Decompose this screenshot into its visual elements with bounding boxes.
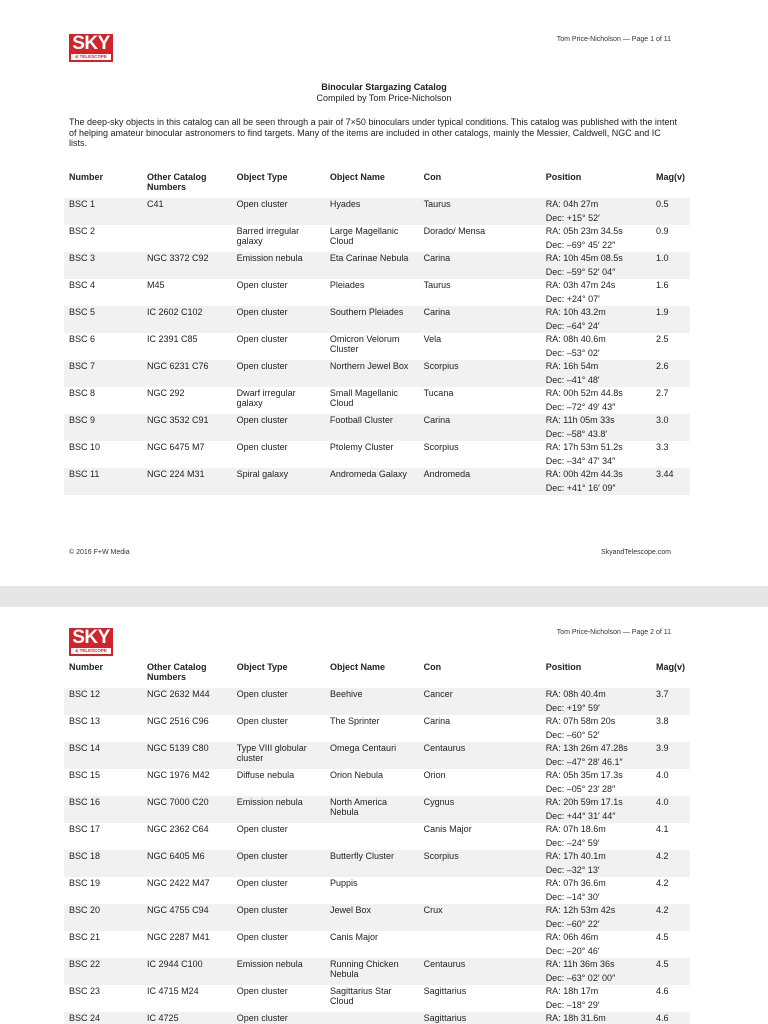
- cell-number: BSC 19: [64, 877, 142, 904]
- right-ascension: RA: 00h 52m 44.8s: [545, 388, 623, 398]
- declination: Dec: –63° 02′ 00″: [545, 973, 616, 983]
- declination: Dec: –64° 24′: [545, 321, 600, 331]
- cell-number: BSC 16: [64, 796, 142, 823]
- cell-object-type: Open cluster: [232, 333, 325, 360]
- cell-constellation: Scorpius: [419, 441, 541, 468]
- right-ascension: RA: 07h 18.6m: [545, 824, 606, 834]
- cell-other-catalog: [142, 225, 232, 252]
- cell-other-catalog: NGC 2516 C96: [142, 715, 232, 742]
- table-row: [64, 823, 690, 850]
- cell-other-catalog: NGC 4755 C94: [142, 904, 232, 931]
- right-ascension: RA: 17h 53m 51.2s: [545, 442, 623, 452]
- cell-object-type: Open cluster: [232, 850, 325, 877]
- cell-constellation: Vela: [419, 333, 541, 360]
- cell-other-catalog: NGC 5139 C80: [142, 742, 232, 769]
- cell-position: [541, 468, 651, 495]
- declination: Dec: +15° 52′: [545, 213, 600, 223]
- cell-magnitude: 3.9: [651, 742, 690, 769]
- cell-number: BSC 5: [64, 306, 142, 333]
- cell-magnitude: 4.0: [651, 769, 690, 796]
- copyright-footer: © 2016 F+W Media: [69, 549, 130, 556]
- doc-subtitle: Compiled by Tom Price-Nicholson: [316, 93, 452, 103]
- table-row: [64, 931, 690, 958]
- table-row: [64, 985, 690, 1012]
- declination: Dec: +41° 16′ 09″: [545, 483, 616, 493]
- table-row: [64, 1012, 690, 1024]
- cell-number: BSC 15: [64, 769, 142, 796]
- table-row: [64, 360, 690, 387]
- cell-object-type: Open cluster: [232, 931, 325, 958]
- right-ascension: RA: 18h 17m: [545, 986, 599, 996]
- right-ascension: RA: 10h 43.2m: [545, 307, 606, 317]
- cell-constellation: Canis Major: [419, 823, 541, 850]
- cell-constellation: [419, 877, 541, 904]
- declination: Dec: –24° 59′: [545, 838, 600, 848]
- cell-position: [541, 225, 651, 252]
- table-row: [64, 468, 690, 495]
- right-ascension: RA: 06h 46m: [545, 932, 599, 942]
- cell-object-name: Sagittarius Star Cloud: [325, 985, 419, 1012]
- cell-number: BSC 2: [64, 225, 142, 252]
- cell-other-catalog: C41: [142, 198, 232, 225]
- right-ascension: RA: 05h 35m 17.3s: [545, 770, 623, 780]
- cell-magnitude: 3.44: [651, 468, 690, 495]
- cell-number: BSC 8: [64, 387, 142, 414]
- table-row: [64, 252, 690, 279]
- cell-constellation: Dorado/ Mensa: [419, 225, 541, 252]
- cell-object-name: Ptolemy Cluster: [325, 441, 419, 468]
- cell-object-type: Open cluster: [232, 360, 325, 387]
- cell-position: [541, 279, 651, 306]
- cell-number: BSC 24: [64, 1012, 142, 1024]
- cell-position: [541, 333, 651, 360]
- right-ascension: RA: 18h 31.6m: [545, 1013, 606, 1023]
- cell-constellation: Carina: [419, 715, 541, 742]
- cell-position: [541, 360, 651, 387]
- cell-other-catalog: NGC 2287 M41: [142, 931, 232, 958]
- table-row: [64, 306, 690, 333]
- cell-constellation: Tucana: [419, 387, 541, 414]
- cell-constellation: Scorpius: [419, 850, 541, 877]
- table-header-row: [64, 172, 690, 198]
- cell-constellation: [419, 931, 541, 958]
- cell-object-type: Open cluster: [232, 441, 325, 468]
- cell-constellation: Taurus: [419, 198, 541, 225]
- declination: Dec: +24° 07′: [545, 294, 600, 304]
- cell-number: BSC 21: [64, 931, 142, 958]
- cell-number: BSC 13: [64, 715, 142, 742]
- cell-magnitude: 4.5: [651, 931, 690, 958]
- cell-position: [541, 387, 651, 414]
- declination: Dec: –72° 49′ 43″: [545, 402, 616, 412]
- cell-other-catalog: M45: [142, 279, 232, 306]
- cell-position: [541, 985, 651, 1012]
- right-ascension: RA: 17h 40.1m: [545, 851, 606, 861]
- cell-magnitude: 0.9: [651, 225, 690, 252]
- declination: Dec: –47° 28′ 46.1″: [545, 757, 623, 767]
- declination: Dec: –60° 52′: [545, 730, 600, 740]
- right-ascension: RA: 00h 42m 44.3s: [545, 469, 623, 479]
- cell-position: [541, 688, 651, 715]
- cell-constellation: Cygnus: [419, 796, 541, 823]
- column-header-mag: Mag(v): [655, 662, 685, 672]
- cell-object-type: Emission nebula: [232, 252, 325, 279]
- cell-other-catalog: NGC 3372 C92: [142, 252, 232, 279]
- declination: Dec: –20° 46′: [545, 946, 600, 956]
- cell-constellation: Cancer: [419, 688, 541, 715]
- cell-object-type: Open cluster: [232, 904, 325, 931]
- cell-position: [541, 958, 651, 985]
- cell-number: BSC 17: [64, 823, 142, 850]
- cell-object-name: Andromeda Galaxy: [325, 468, 419, 495]
- column-header-mag: Mag(v): [655, 172, 685, 182]
- cell-other-catalog: NGC 2362 C64: [142, 823, 232, 850]
- declination: Dec: –58° 43.8′: [545, 429, 608, 439]
- cell-position: [541, 877, 651, 904]
- cell-number: BSC 3: [64, 252, 142, 279]
- cell-number: BSC 7: [64, 360, 142, 387]
- cell-other-catalog: NGC 7000 C20: [142, 796, 232, 823]
- cell-object-name: Northern Jewel Box: [325, 360, 419, 387]
- cell-number: BSC 11: [64, 468, 142, 495]
- column-header-other-catalog: Other Catalog Numbers: [147, 662, 207, 682]
- right-ascension: RA: 10h 45m 08.5s: [545, 253, 623, 263]
- cell-constellation: Crux: [419, 904, 541, 931]
- column-header-object-name: Object Name: [330, 662, 386, 672]
- cell-magnitude: 0.5: [651, 198, 690, 225]
- cell-position: [541, 742, 651, 769]
- column-header-number: Number: [69, 172, 104, 182]
- cell-other-catalog: NGC 2632 M44: [142, 688, 232, 715]
- cell-other-catalog: NGC 6231 C76: [142, 360, 232, 387]
- cell-position: [541, 823, 651, 850]
- cell-constellation: Orion: [419, 769, 541, 796]
- intro-paragraph: The deep-sky objects in this catalog can all be seen through a pair of 7×50 binoculars under typical conditions. This catalog was published with the intent of helping amateur binocular astronomers to find targets. Many of the items are included in other catalogs, mainly the Messier, Caldwell, NGC and IC lists.: [69, 117, 677, 148]
- cell-constellation: Sagittarius: [419, 985, 541, 1012]
- cell-constellation: Taurus: [419, 279, 541, 306]
- page-number-label: Tom Price-Nicholson — Page 1 of 11: [556, 36, 671, 43]
- cell-constellation: Carina: [419, 414, 541, 441]
- declination: Dec: –60° 22′: [545, 919, 600, 929]
- right-ascension: RA: 03h 47m 24s: [545, 280, 616, 290]
- cell-other-catalog: IC 2602 C102: [142, 306, 232, 333]
- cell-number: BSC 1: [64, 198, 142, 225]
- page-2: [0, 607, 768, 1024]
- cell-object-type: Open cluster: [232, 688, 325, 715]
- cell-magnitude: 2.7: [651, 387, 690, 414]
- cell-magnitude: 4.2: [651, 904, 690, 931]
- cell-object-type: Dwarf irregular galaxy: [232, 387, 325, 414]
- sky-telescope-logo: SKY & TELESCOPE: [69, 628, 113, 656]
- cell-other-catalog: IC 2391 C85: [142, 333, 232, 360]
- cell-number: BSC 20: [64, 904, 142, 931]
- declination: Dec: –32° 13′: [545, 865, 600, 875]
- cell-position: [541, 904, 651, 931]
- cell-object-type: Open cluster: [232, 877, 325, 904]
- right-ascension: RA: 07h 58m 20s: [545, 716, 616, 726]
- cell-object-name: [325, 823, 419, 850]
- cell-object-name: Small Magellanic Cloud: [325, 387, 419, 414]
- catalog-table-page-2: [64, 662, 690, 1024]
- table-row: [64, 688, 690, 715]
- column-header-object-type: Object Type: [236, 662, 288, 672]
- declination: Dec: –69° 45′ 22″: [545, 240, 616, 250]
- cell-object-name: Puppis: [325, 877, 419, 904]
- cell-position: [541, 796, 651, 823]
- column-header-number: Number: [69, 662, 104, 672]
- cell-other-catalog: NGC 2422 M47: [142, 877, 232, 904]
- cell-object-name: Jewel Box: [325, 904, 419, 931]
- cell-constellation: Centaurus: [419, 958, 541, 985]
- declination: Dec: –14° 30′: [545, 892, 600, 902]
- column-header-other-catalog: Other Catalog Numbers: [147, 172, 207, 192]
- column-header-object-name: Object Name: [329, 172, 385, 182]
- cell-object-name: Southern Pleiades: [325, 306, 419, 333]
- cell-other-catalog: IC 4715 M24: [142, 985, 232, 1012]
- cell-object-type: Spiral galaxy: [232, 468, 325, 495]
- table-row: [64, 225, 690, 252]
- cell-position: [541, 931, 651, 958]
- cell-position: [541, 769, 651, 796]
- cell-position: [541, 441, 651, 468]
- cell-object-name: Omega Centauri: [325, 742, 419, 769]
- cell-object-type: Open cluster: [232, 823, 325, 850]
- column-header-object-type: Object Type: [236, 172, 288, 182]
- column-header-position: Position: [545, 172, 582, 182]
- cell-object-type: Open cluster: [232, 306, 325, 333]
- site-footer: SkyandTelescope.com: [600, 549, 671, 556]
- cell-object-name: Large Magellanic Cloud: [325, 225, 419, 252]
- declination: Dec: +44° 31′ 44″: [545, 811, 616, 821]
- right-ascension: RA: 08h 40.6m: [545, 334, 606, 344]
- cell-magnitude: 4.0: [651, 796, 690, 823]
- table-row: [64, 769, 690, 796]
- declination: Dec: –59° 52′ 04″: [545, 267, 616, 277]
- declination: Dec: –53° 02′: [545, 348, 600, 358]
- catalog-table-page-1: [64, 172, 690, 495]
- cell-number: BSC 10: [64, 441, 142, 468]
- doc-title: Binocular Stargazing Catalog: [321, 82, 447, 92]
- cell-other-catalog: NGC 1976 M42: [142, 769, 232, 796]
- cell-other-catalog: NGC 6475 M7: [142, 441, 232, 468]
- right-ascension: RA: 07h 36.6m: [545, 878, 606, 888]
- cell-object-name: Orion Nebula: [325, 769, 419, 796]
- page-number-label: Tom Price-Nicholson — Page 2 of 11: [556, 629, 671, 636]
- table-row: [64, 850, 690, 877]
- cell-object-type: Barred irregular galaxy: [232, 225, 325, 252]
- declination: Dec: –41° 48′: [545, 375, 600, 385]
- cell-magnitude: 3.3: [651, 441, 690, 468]
- cell-position: [541, 306, 651, 333]
- column-header-con: Con: [423, 662, 442, 672]
- cell-number: BSC 23: [64, 985, 142, 1012]
- table-row: [64, 796, 690, 823]
- column-header-position: Position: [545, 662, 582, 672]
- cell-other-catalog: IC 2944 C100: [142, 958, 232, 985]
- cell-object-name: Running Chicken Nebula: [325, 958, 419, 985]
- cell-constellation: Scorpius: [419, 360, 541, 387]
- cell-object-name: Pleiades: [325, 279, 419, 306]
- cell-magnitude: 3.0: [651, 414, 690, 441]
- cell-object-type: Open cluster: [232, 715, 325, 742]
- cell-number: BSC 22: [64, 958, 142, 985]
- right-ascension: RA: 16h 54m: [545, 361, 599, 371]
- sky-telescope-logo: SKY & TELESCOPE: [69, 34, 113, 62]
- right-ascension: RA: 05h 23m 34.5s: [545, 226, 623, 236]
- right-ascension: RA: 11h 36m 36s: [545, 959, 615, 969]
- cell-other-catalog: NGC 3532 C91: [142, 414, 232, 441]
- table-row: [64, 414, 690, 441]
- cell-object-name: North America Nebula: [325, 796, 419, 823]
- cell-magnitude: 2.6: [651, 360, 690, 387]
- cell-constellation: Sagittarius: [419, 1012, 541, 1024]
- cell-object-name: Omicron Velorum Cluster: [325, 333, 419, 360]
- table-header-row: [64, 662, 690, 688]
- cell-magnitude: 2.5: [651, 333, 690, 360]
- cell-position: [541, 850, 651, 877]
- table-row: [64, 279, 690, 306]
- cell-object-type: Emission nebula: [232, 958, 325, 985]
- cell-number: BSC 9: [64, 414, 142, 441]
- cell-number: BSC 12: [64, 688, 142, 715]
- cell-magnitude: 4.6: [651, 1012, 690, 1024]
- declination: Dec: –05° 23′ 28″: [545, 784, 616, 794]
- cell-magnitude: 3.8: [651, 715, 690, 742]
- cell-number: BSC 6: [64, 333, 142, 360]
- table-row: [64, 958, 690, 985]
- cell-magnitude: 4.2: [651, 877, 690, 904]
- cell-number: BSC 14: [64, 742, 142, 769]
- right-ascension: RA: 13h 26m 47.28s: [545, 743, 628, 753]
- cell-magnitude: 3.7: [651, 688, 690, 715]
- cell-number: BSC 18: [64, 850, 142, 877]
- cell-object-name: Football Cluster: [325, 414, 419, 441]
- declination: Dec: –18° 29′: [545, 1000, 600, 1010]
- cell-constellation: Carina: [419, 306, 541, 333]
- cell-position: [541, 414, 651, 441]
- cell-object-type: Diffuse nebula: [232, 769, 325, 796]
- table-row: [64, 441, 690, 468]
- cell-object-name: Beehive: [325, 688, 419, 715]
- cell-position: [541, 715, 651, 742]
- cell-magnitude: 4.6: [651, 985, 690, 1012]
- right-ascension: RA: 04h 27m: [545, 199, 599, 209]
- table-row: [64, 198, 690, 225]
- cell-object-name: The Sprinter: [325, 715, 419, 742]
- cell-other-catalog: NGC 6405 M6: [142, 850, 232, 877]
- cell-constellation: Andromeda: [419, 468, 541, 495]
- cell-object-name: Butterfly Cluster: [325, 850, 419, 877]
- cell-magnitude: 4.5: [651, 958, 690, 985]
- cell-object-type: Open cluster: [232, 1012, 325, 1024]
- cell-magnitude: 1.0: [651, 252, 690, 279]
- right-ascension: RA: 11h 05m 33s: [545, 415, 615, 425]
- cell-position: [541, 252, 651, 279]
- cell-object-name: Hyades: [325, 198, 419, 225]
- cell-object-name: Canis Major: [325, 931, 419, 958]
- table-row: [64, 715, 690, 742]
- declination: Dec: +19° 59′: [545, 703, 600, 713]
- table-row: [64, 742, 690, 769]
- cell-object-name: [325, 1012, 419, 1024]
- right-ascension: RA: 20h 59m 17.1s: [545, 797, 623, 807]
- table-row: [64, 333, 690, 360]
- table-row: [64, 904, 690, 931]
- cell-constellation: Centaurus: [419, 742, 541, 769]
- cell-object-type: Open cluster: [232, 198, 325, 225]
- cell-object-type: Open cluster: [232, 279, 325, 306]
- cell-position: [541, 198, 651, 225]
- cell-other-catalog: NGC 292: [142, 387, 232, 414]
- table-row: [64, 877, 690, 904]
- declination: Dec: –34° 47′ 34″: [545, 456, 616, 466]
- cell-magnitude: 4.2: [651, 850, 690, 877]
- cell-constellation: Carina: [419, 252, 541, 279]
- cell-position: [541, 1012, 651, 1024]
- cell-object-name: Eta Carinae Nebula: [325, 252, 419, 279]
- cell-object-type: Open cluster: [232, 985, 325, 1012]
- cell-number: BSC 4: [64, 279, 142, 306]
- column-header-con: Con: [423, 172, 442, 182]
- cell-magnitude: 4.1: [651, 823, 690, 850]
- right-ascension: RA: 08h 40.4m: [545, 689, 606, 699]
- cell-object-type: Emission nebula: [232, 796, 325, 823]
- table-row: [64, 387, 690, 414]
- cell-other-catalog: NGC 224 M31: [142, 468, 232, 495]
- cell-magnitude: 1.9: [651, 306, 690, 333]
- cell-other-catalog: IC 4725: [142, 1012, 232, 1024]
- cell-magnitude: 1.6: [651, 279, 690, 306]
- right-ascension: RA: 12h 53m 42s: [545, 905, 616, 915]
- cell-object-type: Open cluster: [232, 414, 325, 441]
- cell-object-type: Type VIII globular cluster: [232, 742, 325, 769]
